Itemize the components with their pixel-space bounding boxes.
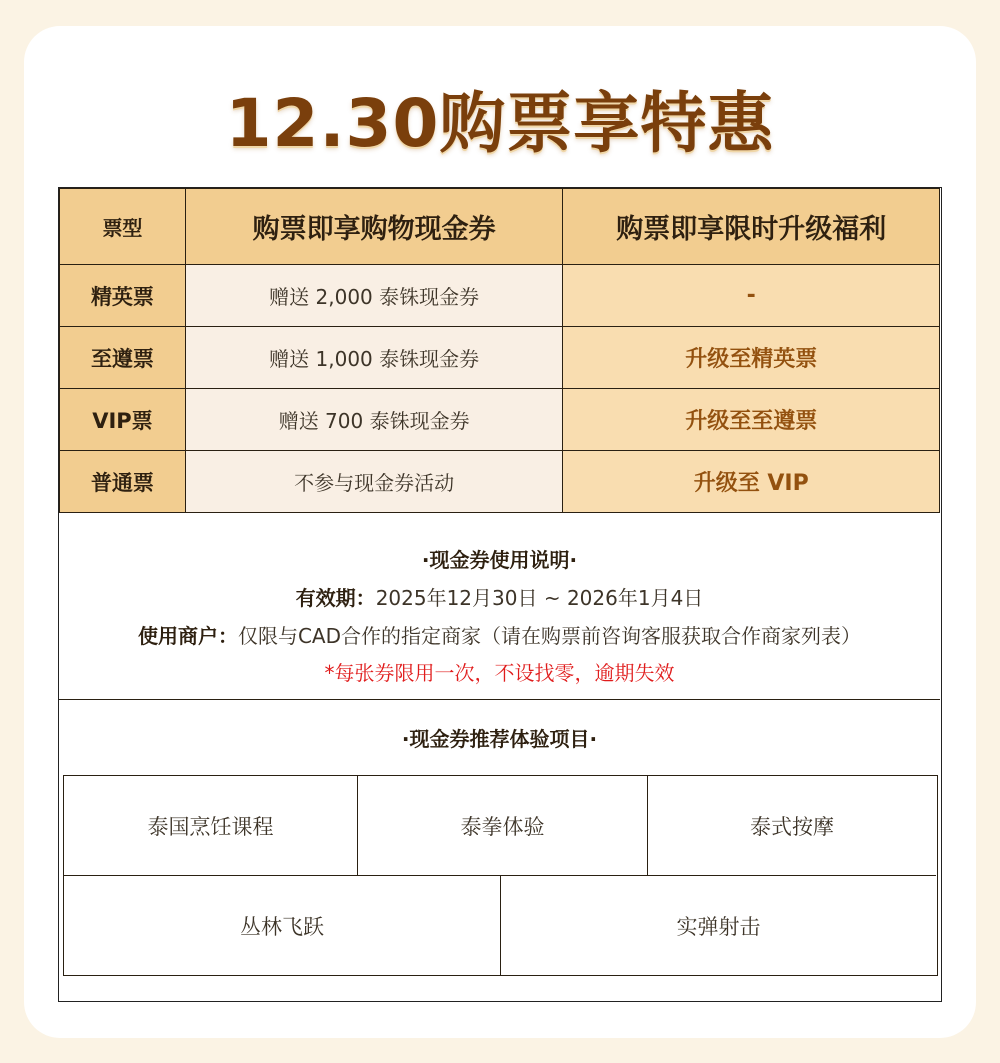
upgrade-cell: 升级至 VIP (563, 451, 940, 513)
promo-frame (58, 187, 942, 1002)
validity-line (59, 582, 940, 611)
cash-voucher-cell: 赠送 1,000 泰铢现金券 (185, 327, 563, 389)
table-row (60, 265, 940, 327)
upgrade-cell: 升级至精英票 (563, 327, 940, 389)
merchant-label: 使用商户： (137, 624, 238, 648)
validity-label: 有效期： (295, 586, 376, 610)
header-ticket-type: 票型 (60, 189, 186, 265)
header-upgrade-benefit: 购票即享限时升级福利 (563, 189, 940, 265)
warning-text: *每张券限用一次，不设找零，逾期失效 (324, 661, 675, 685)
cash-voucher-cell: 不参与现金券活动 (185, 451, 563, 513)
recommend-item: 泰式按摩 (648, 776, 936, 876)
merchant-value: 仅限与CAD合作的指定商家（请在购票前咨询客服获取合作商家列表） (237, 624, 862, 648)
table-row (60, 327, 940, 389)
upgrade-cell: 升级至至遵票 (563, 389, 940, 451)
cash-voucher-cell: 赠送 2,000 泰铢现金券 (185, 265, 563, 327)
recommend-item: 泰国烹饪课程 (64, 776, 358, 876)
upgrade-cell: - (563, 265, 940, 327)
voucher-usage-notes (59, 512, 940, 700)
ticket-type-cell: VIP票 (60, 389, 186, 451)
recommend-item: 丛林飞跃 (64, 876, 501, 975)
recommend-item: 实弹射击 (676, 914, 761, 939)
ticket-type-cell: 普通票 (60, 451, 186, 513)
cash-voucher-cell: 赠送 700 泰铢现金券 (185, 389, 563, 451)
header-cash-voucher: 购票即享购物现金券 (185, 189, 563, 265)
recommend-grid (63, 775, 938, 976)
ticket-type-cell: 至遵票 (60, 327, 186, 389)
table-header-row (60, 189, 940, 265)
table-row (60, 389, 940, 451)
notes-title: ·现金券使用说明· (421, 548, 578, 572)
page-title: 12.30购票享特惠 (225, 85, 775, 162)
ticket-type-cell: 精英票 (60, 265, 186, 327)
table-row (60, 451, 940, 513)
recommend-title: ·现金券推荐体验项目· (401, 727, 598, 751)
validity-value: 2025年12月30日 ~ 2026年1月4日 (375, 586, 704, 610)
merchant-line (59, 620, 940, 649)
recommend-item: 泰拳体验 (358, 776, 648, 876)
ticket-benefits-table (59, 188, 940, 513)
